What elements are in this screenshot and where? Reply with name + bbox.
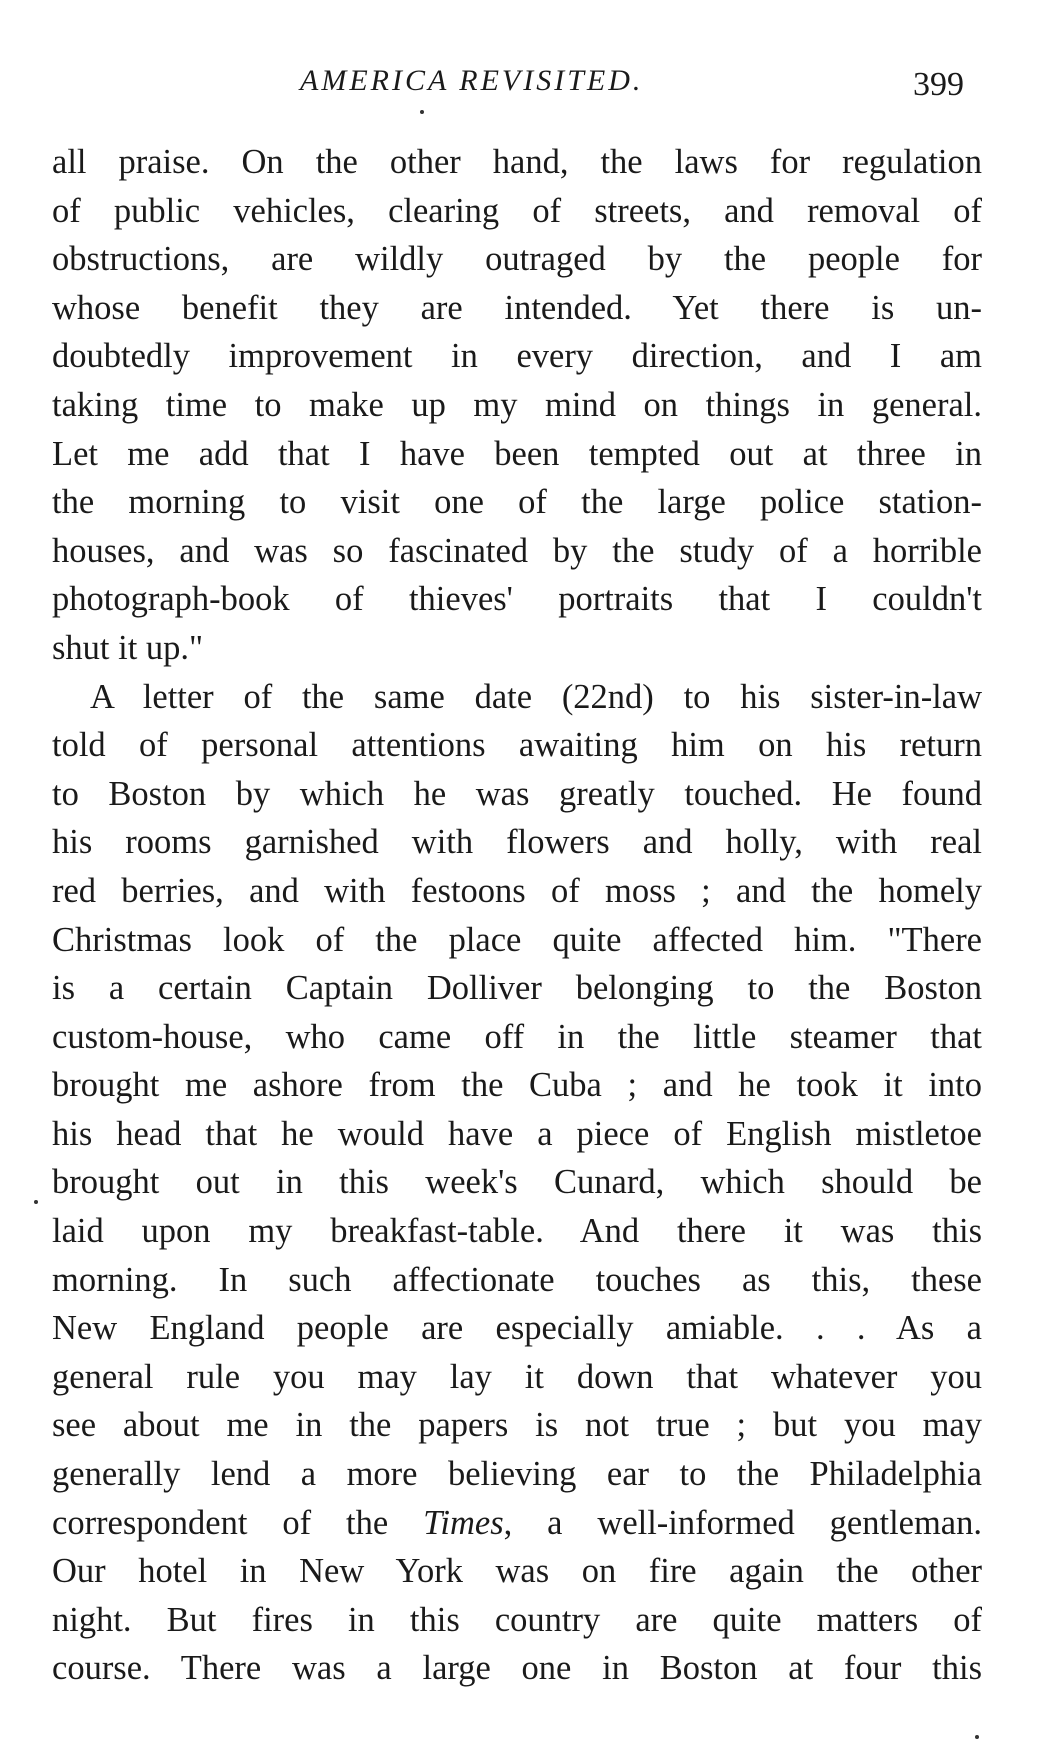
running-head [0,60,1043,110]
text-line: all praise. On the other hand, the laws for regulation [52,143,982,181]
text-line: photograph-book of thieves' portraits that I couldn't [52,580,982,619]
text-line: houses, and was so fascinated by the study of a horrible [52,531,982,570]
scan-speck [420,110,424,114]
text-line: see about me in the papers is not true ; but you may [52,1406,982,1445]
text-line: red berries, and with festoons of moss ; and the homely [52,871,982,910]
text-line: brought me ashore from the Cuba ; and he took it into [52,1066,982,1105]
running-title: AMERICA REVISITED. [300,64,644,97]
text-line: brought out in this week's Cunard, which should be [52,1163,982,1202]
text-line: morning. In such affectionate touches as this, these [52,1260,982,1299]
text-line: generally lend a more believing ear to the Philadelphia [52,1455,982,1494]
text-line: whose benefit they are intended. Yet there is un- [52,288,982,327]
text-line: laid upon my breakfast-table. And there it was this [52,1212,982,1251]
text-line: his head that he would have a piece of English mistletoe [52,1114,982,1153]
text-line: Christmas look of the place quite affected him. "There [52,920,982,959]
text-line: taking time to make up my mind on things in general. [52,385,982,424]
text-line: course. There was a large one in Boston at four this [52,1649,982,1688]
body-text [52,138,982,1693]
text-line: of public vehicles, clearing of streets, and removal of [52,191,982,230]
text-line: Let me add that I have been tempted out at three in [52,434,982,473]
text-line: New England people are especially amiable. . . As a [52,1309,982,1348]
text-line: A letter of the same date (22nd) to his sister-in-law [90,677,982,716]
text-line: shut it up." [52,628,204,667]
page-number: 399 [913,66,964,103]
text-line: general rule you may lay it down that whatever you [52,1357,982,1396]
text-line-times [52,1499,982,1548]
scan-speck [34,1200,38,1204]
text-segment: , a well-informed gentleman. [503,1503,982,1542]
text-line: to Boston by which he was greatly touched. He found [52,774,982,813]
text-line: night. But fires in this country are quite matters of [52,1600,982,1639]
text-segment: correspondent of the [52,1503,424,1542]
italic-title: Times [423,1503,504,1542]
text-line: the morning to visit one of the large police station- [52,483,982,522]
text-line: doubtedly improvement in every direction, and I am [52,337,982,376]
text-line: his rooms garnished with flowers and holly, with real [52,823,982,862]
text-line: obstructions, are wildly outraged by the people for [52,240,982,279]
text-line: is a certain Captain Dolliver belonging to the Boston [52,969,982,1008]
text-line: Our hotel in New York was on fire again the other [52,1552,982,1591]
scan-speck [975,1735,979,1739]
text-line: told of personal attentions awaiting him on his return [52,726,982,765]
text-line: custom-house, who came off in the little steamer that [52,1017,982,1056]
